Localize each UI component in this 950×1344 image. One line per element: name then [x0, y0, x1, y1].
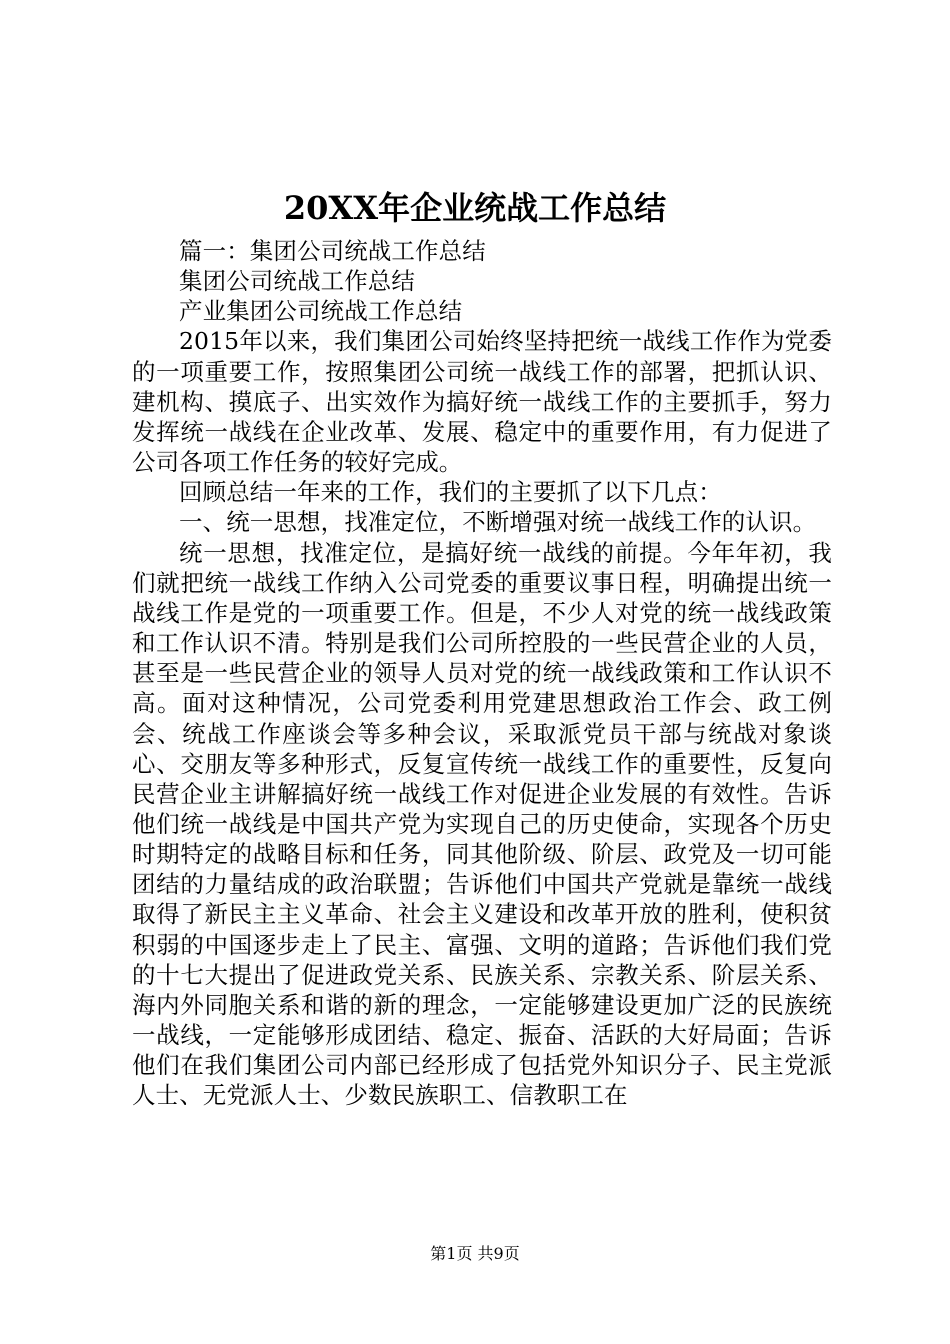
paragraph-subtitle-2: 产业集团公司统战工作总结: [179, 297, 463, 326]
paragraph-intro: 2015年以来，我们集团公司始终坚持把统一战线工作作为党委的一项重要工作，按照集团公司统一战线工作的部署，把抓认识、建机构、摸底子、出实效作为搞好统一战线工作的主要抓手，努力发挥统一战线在企业改革、发展、稳定中的重要作用，有力促进了公司各项工作任务的较好完成。: [132, 327, 832, 477]
paragraph-subtitle: 集团公司统战工作总结: [179, 267, 415, 296]
document-title: 20XX年企业统战工作总结: [283, 189, 667, 227]
paragraph-section-heading: 篇一：集团公司统战工作总结: [179, 237, 486, 265]
paragraph-review: 回顾总结一年来的工作，我们的主要抓了以下几点：: [179, 478, 722, 507]
paragraph-point-one-heading: 一、统一思想，找准定位，不断增强对统一战线工作的认识。: [179, 508, 817, 537]
page-footer: 第1页 共9页: [430, 1244, 520, 1263]
paragraph-point-one-body: 统一思想，找准定位，是搞好统一战线的前提。今年年初，我们就把统一战线工作纳入公司党委的重要议事日程，明确提出统一战线工作是党的一项重要工作。但是，不少人对党的统一战线政策和工作认识不清。特别是我们公司所控股的一些民营企业的人员，甚至是一些民营企业的领导人员对党的统一战线政策和工作认识不高。面对这种情况，公司党委利用党建思想政治工作会、政工例会、统战工作座谈会等多种会议，采取派党员干部与统战对象谈心、交朋友等多种形式，反复宣传统一战线工作的重要性，反复向民营企业主讲解搞好统一战线工作对促进企业发展的有效性。告诉他们统一战线是中国共产党为实现自己的历史使命，实现各个历史时期特定的战略目标和任务，同其他阶级、阶层、政党及一切可能团结的力量结成的政治联盟；告诉他们中国共产党就是靠统一战线取得了新民主主义革命、社会主义建设和改革开放的胜利，使积贫积弱的中国逐步走上了民主、富强、文明的道路；告诉他们我们党的十七大提出了促进政党关系、民族关系、宗教关系、阶层关系、海内外同胞关系和谐的新的理念，一定能够建设更加广泛的民族统一战线，一定能够形成团结、稳定、振奋、活跃的大好局面；告诉他们在我们集团公司内部已经形成了包括党外知识分子、民主党派人士、无党派人士、少数民族职工、信教职工在: [132, 538, 832, 1110]
document-body: [132, 236, 832, 1111]
